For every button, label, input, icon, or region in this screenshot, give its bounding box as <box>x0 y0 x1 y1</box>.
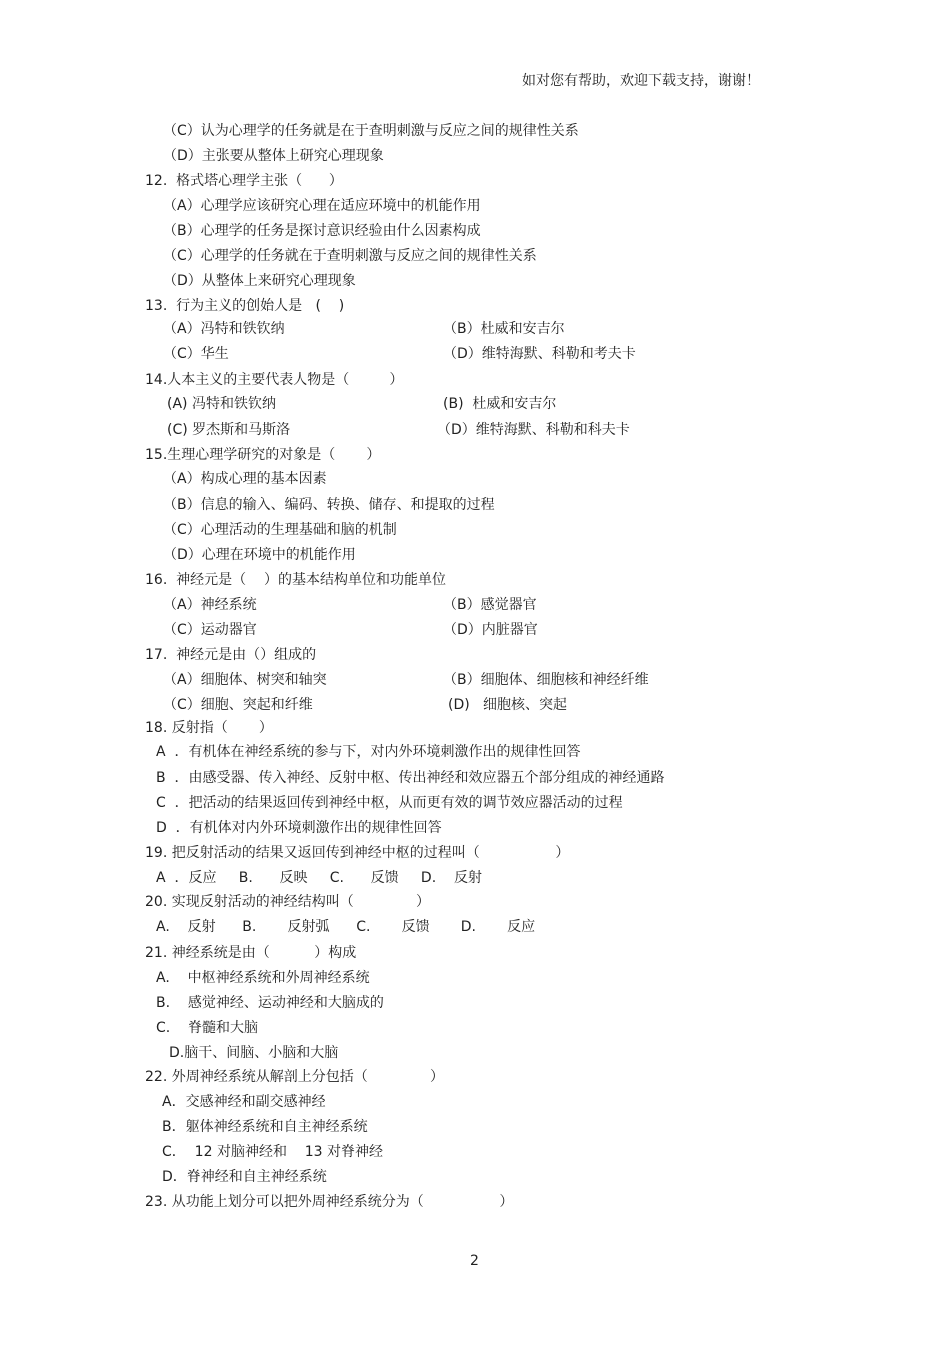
option-line: D．脊神经和自主神经系统 <box>162 1169 327 1185</box>
option-line: （D）心理在环境中的机能作用 <box>163 547 356 563</box>
option-line: （A）心理学应该研究心理在适应环境中的机能作用 <box>163 198 481 214</box>
question-20: 20. 实现反射活动的神经结构叫（ ） <box>145 894 431 910</box>
option-line: （B）信息的输入、编码、转换、储存、和提取的过程 <box>163 497 495 513</box>
option-line: （C）华生 <box>163 346 229 362</box>
option-line: C. 脊髓和大脑 <box>156 1020 259 1036</box>
option-line: （A）细胞体、树突和轴突 <box>163 672 327 688</box>
option-line: （D）维特海默、科勒和考夫卡 <box>443 346 636 362</box>
option-line: （A）构成心理的基本因素 <box>163 471 327 487</box>
option-line: （D）内脏器官 <box>443 622 538 638</box>
option-line: A ．反应 B. 反映 C. 反馈 D. 反射 <box>156 870 482 886</box>
option-line: (A) 冯特和铁钦纳 <box>167 396 276 412</box>
option-line: （D）主张要从整体上研究心理现象 <box>163 148 384 164</box>
option-line: （D）维特海默、科勒和科夫卡 <box>437 422 630 438</box>
option-line: B．躯体神经系统和自主神经系统 <box>162 1119 368 1135</box>
option-line: （D）从整体上来研究心理现象 <box>163 273 356 289</box>
option-line: （B）杜威和安吉尔 <box>443 321 565 337</box>
question-21: 21. 神经系统是由（ ）构成 <box>145 945 357 961</box>
question-18: 18. 反射指（ ） <box>145 720 273 736</box>
page-header: 如对您有帮助，欢迎下载支持，谢谢！ <box>522 73 760 89</box>
option-line: A．交感神经和副交感神经 <box>162 1094 326 1110</box>
option-line: A. 反射 B. 反射弧 C. 反馈 D. 反应 <box>156 919 536 935</box>
option-line: （B）感觉器官 <box>443 597 537 613</box>
option-line: A. 中枢神经系统和外周神经系统 <box>156 970 370 986</box>
question-13: 13. 行为主义的创始人是 ( ) <box>145 298 345 314</box>
option-line: C． 12 对脑神经和 13 对脊神经 <box>162 1144 384 1160</box>
question-15: 15.生理心理学研究的对象是（ ） <box>145 447 381 463</box>
option-line: (B) 杜威和安吉尔 <box>443 396 557 412</box>
question-23: 23. 从功能上划分可以把外周神经系统分为（ ） <box>145 1194 514 1210</box>
option-line: B ．由感受器、传入神经、反射中枢、传出神经和效应器五个部分组成的神经通路 <box>156 770 665 786</box>
option-line: （A）神经系统 <box>163 597 257 613</box>
option-line: C ．把活动的结果返回传到神经中枢，从而更有效的调节效应器活动的过程 <box>156 795 623 811</box>
option-line: A ．有机体在神经系统的参与下，对内外环境刺激作出的规律性回答 <box>156 744 581 760</box>
option-line: D.脑干、间脑、小脑和大脑 <box>169 1045 339 1061</box>
option-line: (D) 细胞核、突起 <box>448 697 568 713</box>
option-line: （C）心理活动的生理基础和脑的机制 <box>163 522 397 538</box>
option-line: （C）认为心理学的任务就是在于查明刺激与反应之间的规律性关系 <box>163 123 579 139</box>
question-12: 12. 格式塔心理学主张（ ） <box>145 173 343 189</box>
option-line: （B）细胞体、细胞核和神经纤维 <box>443 672 649 688</box>
option-line: D ．有机体对内外环境刺激作出的规律性回答 <box>156 820 442 836</box>
option-line: （A）冯特和铁钦纳 <box>163 321 285 337</box>
question-19: 19. 把反射活动的结果又返回传到神经中枢的过程叫（ ） <box>145 845 570 861</box>
option-line: （C）心理学的任务就在于查明刺激与反应之间的规律性关系 <box>163 248 537 264</box>
option-line: B. 感觉神经、运动神经和大脑成的 <box>156 995 384 1011</box>
question-16: 16. 神经元是（ ）的基本结构单位和功能单位 <box>145 572 446 588</box>
question-22: 22. 外周神经系统从解剖上分包括（ ） <box>145 1069 445 1085</box>
option-line: （C）细胞、突起和纤维 <box>163 697 313 713</box>
question-17: 17. 神经元是由（）组成的 <box>145 647 317 663</box>
question-14: 14.人本主义的主要代表人物是（ ） <box>145 372 404 388</box>
option-line: （C）运动器官 <box>163 622 257 638</box>
option-line: （B）心理学的任务是探讨意识经验由什么因素构成 <box>163 223 481 239</box>
option-line: (C) 罗杰斯和马斯洛 <box>167 422 291 438</box>
page-number: 2 <box>470 1253 479 1269</box>
